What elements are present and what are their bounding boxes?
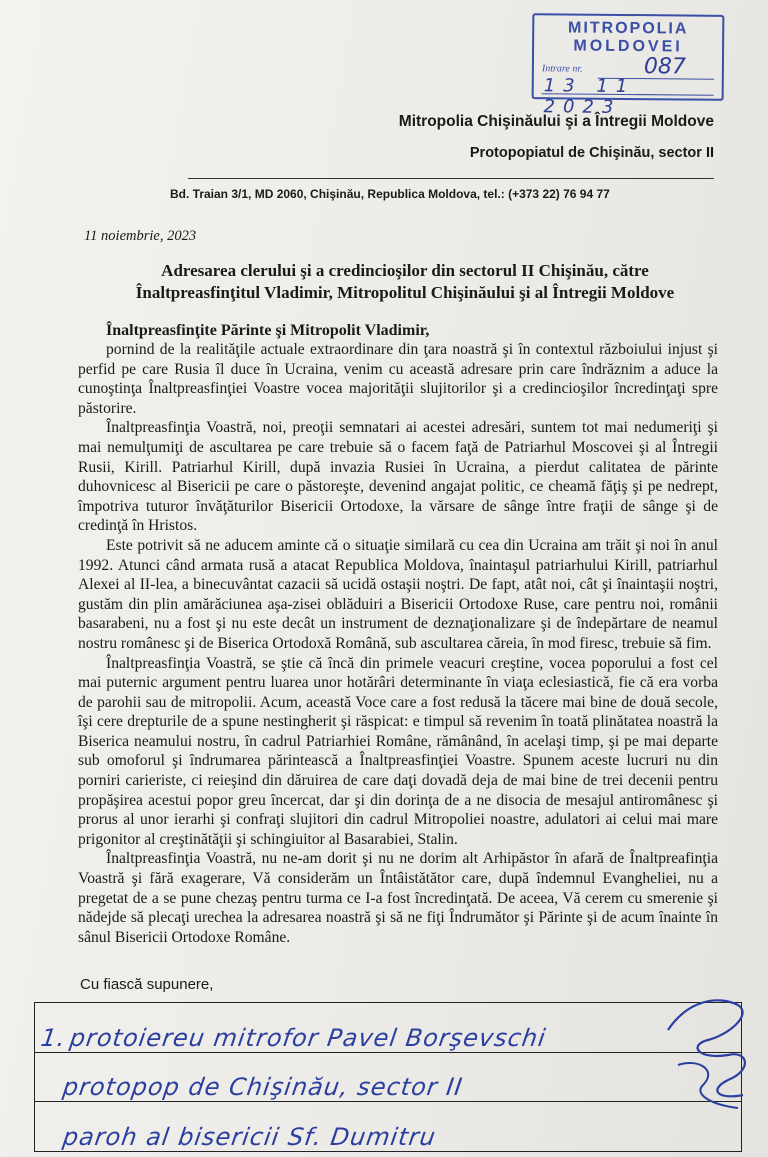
greeting: Înaltpreasfinţite Părinte şi Mitropolit Vladimir, — [106, 322, 430, 339]
signature-parish: paroh al bisericii Sf. Dumitru — [61, 1123, 438, 1151]
paragraph: Înaltpreasfinţia Voastră, nu ne-am dorit şi nu ne dorim alt Arhipăstor în afară de Înaltpreafinţia Voastră şi fără exagerare, Vă considerăm un Întâistătător care, după îndemnul Evangheliei, nu a pregetat de a se pune chezaş pentru turma ce I-a fost încredinţată. De aceea, Vă cerem cu smerenie şi nădejde să plecaţi urechea la adresarea noastră şi să ne fiţi Îndrumător şi Părinte şi de acum înainte în sânul Bisericii Ortodoxe Române. — [78, 850, 718, 946]
signature-cell — [35, 1052, 742, 1102]
stamp-line1: MITROPOLIA — [567, 19, 689, 38]
document-date: 11 noiembrie, 2023 — [84, 228, 197, 244]
header-dept: Protopopiatul de Chişinău, sector II — [469, 145, 714, 161]
paragraph: Înaltpreasfinţia Voastră, se ştie că încă din primele veacuri creştine, vocea poporului a fost cel mai puternic argument pentru luarea unor hotărâri determinante în viaţa eclesiastică, fie că era vorba de parohii sau de mitropolii. Acum, această Voce care a fost redusă la tăcere mai bine de două secole, îşi cere drepturile de a spune nestingherit şi răspicat: e timpul să revenim în toată plinătatea noastră la Biserica neamului nostru, în cadrul Patriarhiei Române, rămânând, în acelaşi timp, şi pe mai departe sub omoforul şi îndrumarea părintească a Înaltpreasfinţiei Voastre. Spunem aceste lucruri nu din porniri carieriste, ci reieşind din dăruirea de care daţi dovadă deja de mai bine de trei decenii pentru propăşirea acestui popor greu încercat, dar şi din dorinţa de a ne disocia de mesajul antiromânesc şi prorus al unor ierarhi şi confraţi slujitori din cadrul Mitropoliei noastre, adulatori ai celui mai mare prigonitor al creştinătăţii şi schingiuitor al Basarabiei, Stalin. — [78, 654, 718, 848]
stamp-line2: MOLDOVEI — [573, 37, 683, 56]
table-row — [35, 1052, 742, 1102]
stamp-date: 13 11 2023 — [543, 75, 636, 118]
stamp-label: Intrare nr. — [541, 63, 583, 75]
handwritten-signature — [658, 990, 758, 1120]
document-title — [60, 260, 750, 304]
signature-cell — [35, 1102, 742, 1152]
header-org: Mitropolia Chişinăului şi a Întregii Moldove — [398, 113, 714, 130]
title-line2: Înaltpreasfinţitul Vladimir, Mitropolitul Chişinăului şi al Întregii Moldove — [135, 283, 675, 302]
signature-name: protoiereu mitrofor Pavel Borşevschi — [67, 1023, 548, 1052]
signature-number: 1. — [39, 1023, 68, 1052]
table-row — [35, 1003, 742, 1053]
paragraph: Este potrivit să ne aducem aminte că o situaţie similară cu cea din Ucraina am trăit şi noi în anul 1992. Atunci când armata rusă a atacat Republica Moldova, înaintaşul patriarhului Kirill, patriarhul Alexei al II-lea, a binecuvântat cazacii să ucidă ostaşii noştri. De fapt, atât noi, cât şi înaintaşii noştri, gustăm din plin amărăciunea aşa-zisei oblăduiri a Bisericii Ortodoxe Ruse, care pentru noi, românii basarabeni, nu a fost şi nu este decât un instrument de deznaţionalizare şi de îndepărtare de neamul nostru românesc şi de Biserica Ortodoxă Română, sub ascultarea căreia, în mod firesc, trebuie să fim. — [78, 536, 718, 652]
registration-stamp — [532, 13, 725, 118]
table-row — [35, 1102, 742, 1152]
header-rule — [188, 178, 714, 179]
stamp-number: 087 — [643, 54, 687, 80]
header-address: Bd. Traian 3/1, MD 2060, Chişinău, Republica Moldova, tel.: (+373 22) 76 94 77 — [170, 187, 610, 201]
signature-cell — [35, 1003, 742, 1053]
signature-table — [34, 1002, 742, 1152]
paragraph: Înaltpreasfinţia Voastră, noi, preoţii semnatari ai acestei adresări, suntem tot mai nedumeriţi şi mai nemulţumiţi de ascultarea pe care trebuie să o facem faţă de Patriarhul Moscovei şi al Întregii Rusii, Kirill. Patriarhul Kirill, după invazia Rusiei în Ucraina, a pierdut calitatea de părinte duhovnicesc al Bisericii pe care o păstoreşte, devenind angajat politic, ce cheamă făţiş şi pe nedrept, împotriva tuturor învăţăturilor Bisericii Ortodoxe, la vărsare de sânge între fraţii de sânge şi de credinţă în Hristos. — [78, 419, 718, 535]
closing: Cu fiască supunere, — [80, 976, 214, 993]
signature-position: protopop de Chişinău, sector II — [61, 1073, 465, 1102]
title-line1: Adresarea clerului şi a credincioşilor din sectorul II Chişinău, către — [161, 261, 649, 280]
paragraph: pornind de la realităţile actuale extraordinare din ţara noastră şi în contextul războiului injust şi perfid pe care Rusia îl duce în Ucraina, venim cu această adresare prin care îndrăznim a aduce la cunoştinţa Înaltpreasfinţiei Voastre vocea majorităţii slujitorilor şi a credincioşilor încredinţaţi spre păstorire. — [78, 341, 718, 417]
letter-body — [78, 340, 718, 947]
